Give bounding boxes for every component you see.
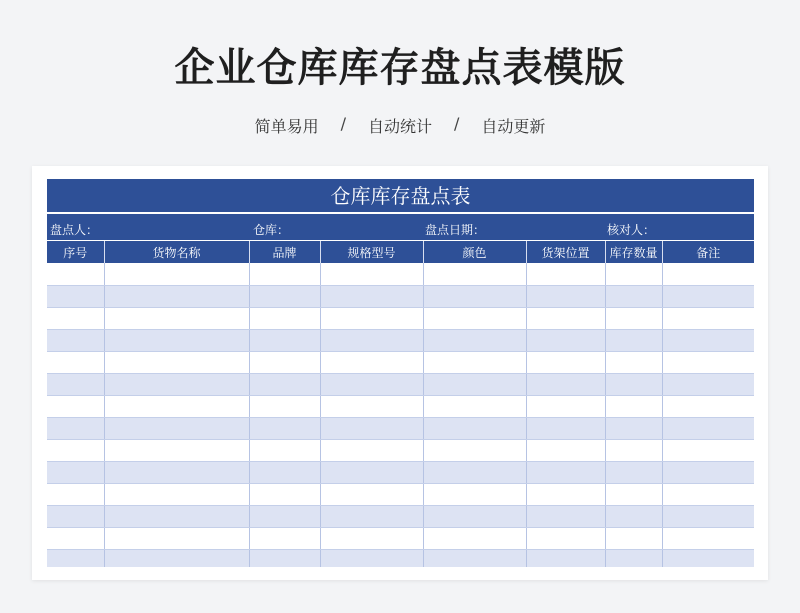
table-row	[47, 285, 754, 307]
table-cell[interactable]	[605, 527, 662, 549]
table-cell[interactable]	[526, 285, 605, 307]
table-cell[interactable]	[423, 505, 526, 527]
table-row	[47, 329, 754, 351]
table-cell[interactable]	[526, 483, 605, 505]
table-cell[interactable]	[249, 307, 320, 329]
table-cell[interactable]	[47, 263, 104, 285]
table-cell[interactable]	[249, 505, 320, 527]
table-cell[interactable]	[249, 351, 320, 373]
table-cell[interactable]	[47, 351, 104, 373]
table-cell[interactable]	[662, 307, 754, 329]
table-cell[interactable]	[526, 351, 605, 373]
table-cell[interactable]	[605, 263, 662, 285]
table-cell[interactable]	[320, 439, 423, 461]
table-cell[interactable]	[47, 549, 104, 567]
table-cell[interactable]	[320, 351, 423, 373]
col-header-brand: 品牌	[249, 241, 320, 263]
table-cell[interactable]	[104, 505, 249, 527]
table-cell[interactable]	[104, 285, 249, 307]
table-cell[interactable]	[662, 527, 754, 549]
table-cell[interactable]	[526, 395, 605, 417]
table-cell[interactable]	[605, 483, 662, 505]
table-cell[interactable]	[104, 439, 249, 461]
table-cell[interactable]	[320, 549, 423, 567]
table-cell[interactable]	[320, 527, 423, 549]
table-cell[interactable]	[423, 483, 526, 505]
table-cell[interactable]	[605, 285, 662, 307]
table-cell[interactable]	[249, 263, 320, 285]
table-cell[interactable]	[423, 329, 526, 351]
table-cell[interactable]	[104, 395, 249, 417]
table-row	[47, 483, 754, 505]
table-cell[interactable]	[662, 483, 754, 505]
table-cell[interactable]	[423, 307, 526, 329]
feature-auto-update: 自动更新	[481, 117, 546, 136]
table-cell[interactable]	[662, 285, 754, 307]
table-cell[interactable]	[662, 417, 754, 439]
table-cell[interactable]	[662, 373, 754, 395]
counter-label: 盘点人：	[50, 223, 99, 237]
table-cell[interactable]	[104, 351, 249, 373]
inventory-sheet	[47, 179, 754, 567]
table-cell[interactable]	[605, 329, 662, 351]
table-cell[interactable]	[320, 483, 423, 505]
table-body	[47, 263, 754, 567]
table-cell[interactable]	[249, 329, 320, 351]
table-cell[interactable]	[662, 351, 754, 373]
table-cell[interactable]	[47, 373, 104, 395]
col-header-notes: 备注	[662, 241, 754, 263]
table-cell[interactable]	[662, 461, 754, 483]
table-cell[interactable]	[104, 329, 249, 351]
table-cell[interactable]	[423, 395, 526, 417]
table-cell[interactable]	[662, 439, 754, 461]
table-cell[interactable]	[104, 549, 249, 567]
table-cell[interactable]	[47, 417, 104, 439]
table-cell[interactable]	[605, 307, 662, 329]
table-cell[interactable]	[605, 373, 662, 395]
table-cell[interactable]	[249, 373, 320, 395]
col-header-index: 序号	[47, 241, 104, 263]
table-cell[interactable]	[47, 483, 104, 505]
table-cell[interactable]	[47, 395, 104, 417]
table-row	[47, 527, 754, 549]
table-row	[47, 307, 754, 329]
sheet-title: 仓库库存盘点表	[47, 179, 754, 214]
table-cell[interactable]	[104, 263, 249, 285]
table-cell[interactable]	[320, 461, 423, 483]
table-cell[interactable]	[320, 329, 423, 351]
table-cell[interactable]	[605, 351, 662, 373]
table-row	[47, 505, 754, 527]
table-cell[interactable]	[526, 527, 605, 549]
feature-separator: /	[340, 114, 346, 133]
table-cell[interactable]	[605, 549, 662, 567]
table-cell[interactable]	[526, 307, 605, 329]
info-row	[47, 214, 754, 241]
table-cell[interactable]	[526, 549, 605, 567]
table-row	[47, 373, 754, 395]
checker-label: 核对人：	[607, 223, 656, 237]
table-cell[interactable]	[47, 461, 104, 483]
feature-list	[0, 114, 800, 137]
table-cell[interactable]	[249, 461, 320, 483]
table-row	[47, 439, 754, 461]
table-cell[interactable]	[662, 263, 754, 285]
table-cell[interactable]	[104, 483, 249, 505]
spreadsheet-card	[32, 166, 768, 580]
table-cell[interactable]	[605, 505, 662, 527]
table-row	[47, 263, 754, 285]
table-row	[47, 395, 754, 417]
table-cell[interactable]	[423, 549, 526, 567]
table-row	[47, 461, 754, 483]
table-row	[47, 351, 754, 373]
table-cell[interactable]	[662, 329, 754, 351]
table-cell[interactable]	[662, 505, 754, 527]
table-cell[interactable]	[605, 461, 662, 483]
table-cell[interactable]	[104, 417, 249, 439]
table-cell[interactable]	[249, 285, 320, 307]
table-cell[interactable]	[249, 483, 320, 505]
table-cell[interactable]	[249, 439, 320, 461]
feature-auto-stats: 自动统计	[367, 117, 432, 136]
table-cell[interactable]	[47, 527, 104, 549]
table-cell[interactable]	[47, 285, 104, 307]
table-cell[interactable]	[47, 505, 104, 527]
table-cell[interactable]	[526, 373, 605, 395]
table-cell[interactable]	[320, 505, 423, 527]
date-label: 盘点日期：	[425, 223, 486, 237]
table-cell[interactable]	[423, 285, 526, 307]
col-header-shelf: 货架位置	[526, 241, 605, 263]
table-cell[interactable]	[526, 461, 605, 483]
table-cell[interactable]	[320, 417, 423, 439]
table-header-row	[47, 241, 754, 263]
table-cell[interactable]	[320, 395, 423, 417]
table-cell[interactable]	[249, 417, 320, 439]
table-cell[interactable]	[320, 373, 423, 395]
table-cell[interactable]	[249, 527, 320, 549]
table-cell[interactable]	[104, 527, 249, 549]
table-cell[interactable]	[423, 417, 526, 439]
table-row	[47, 549, 754, 567]
table-cell[interactable]	[526, 505, 605, 527]
table-cell[interactable]	[320, 285, 423, 307]
table-cell[interactable]	[526, 439, 605, 461]
table-cell[interactable]	[605, 417, 662, 439]
table-cell[interactable]	[47, 439, 104, 461]
table-cell[interactable]	[320, 307, 423, 329]
table-cell[interactable]	[47, 307, 104, 329]
table-cell[interactable]	[423, 527, 526, 549]
table-cell[interactable]	[605, 439, 662, 461]
feature-easy-to-use: 简单易用	[254, 117, 319, 136]
col-header-quantity: 库存数量	[605, 241, 662, 263]
feature-separator: /	[454, 114, 460, 133]
table-row	[47, 417, 754, 439]
page-title: 企业仓库库存盘点表模版	[174, 45, 626, 91]
table-cell[interactable]	[104, 373, 249, 395]
table-cell[interactable]	[249, 395, 320, 417]
table-cell[interactable]	[320, 263, 423, 285]
table-cell[interactable]	[104, 307, 249, 329]
col-header-item-name: 货物名称	[104, 241, 249, 263]
table-cell[interactable]	[662, 549, 754, 567]
col-header-spec: 规格型号	[320, 241, 423, 263]
table-cell[interactable]	[423, 373, 526, 395]
col-header-color: 颜色	[423, 241, 526, 263]
table-cell[interactable]	[662, 395, 754, 417]
table-cell[interactable]	[47, 329, 104, 351]
table-cell[interactable]	[423, 263, 526, 285]
table-cell[interactable]	[605, 395, 662, 417]
warehouse-label: 仓库：	[253, 223, 290, 237]
table-cell[interactable]	[249, 549, 320, 567]
table-cell[interactable]	[526, 329, 605, 351]
table-cell[interactable]	[526, 263, 605, 285]
table-cell[interactable]	[423, 461, 526, 483]
table-cell[interactable]	[423, 439, 526, 461]
table-cell[interactable]	[526, 417, 605, 439]
table-cell[interactable]	[104, 461, 249, 483]
table-cell[interactable]	[423, 351, 526, 373]
inventory-table	[47, 241, 754, 567]
